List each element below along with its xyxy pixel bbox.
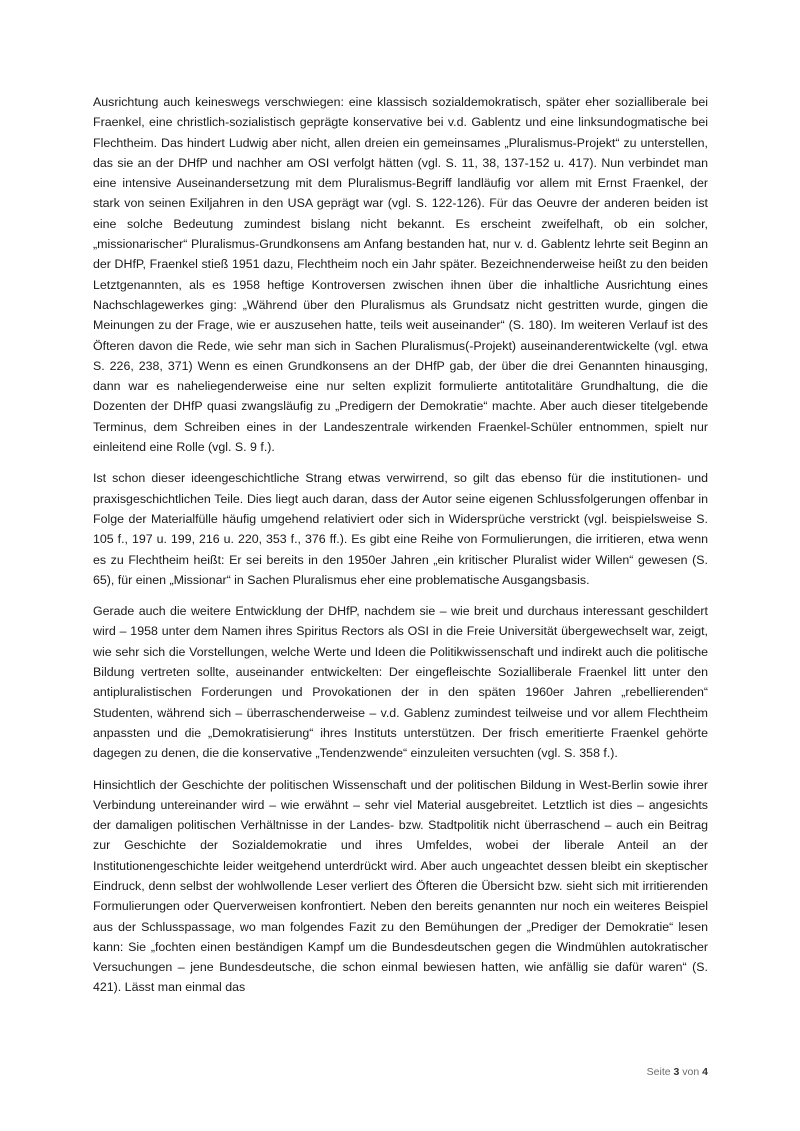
page-separator: von (682, 1066, 700, 1078)
page-label: Seite (646, 1066, 671, 1078)
paragraph-2: Ist schon dieser ideengeschichtliche Strang etwas verwirrend, so gilt das ebenso für die institutionen- und praxisgeschichtlichen Teile. Dies liegt auch daran, dass der Autor seine eigenen Schlussfolgerungen offenbar in Folge der Materialfülle häufig umgehend relativiert oder sich in Widersprüche verstrickt (vgl. beispielsweise S. 105 f., 197 u. 199, 216 u. 220, 353 f., 376 ff.). Es gibt eine Reihe von Formulierungen, die irritieren, etwa wenn es zu Flechtheim heißt: Er sei bereits in den 1950er Jahren „ein kritischer Pluralist wider Willen“ gewesen (S. 65), für einen „Missionar“ in Sachen Pluralismus eher eine problematische Ausgangsbasis. (93, 471, 708, 587)
page-footer (647, 1066, 708, 1078)
total-pages-number: 4 (702, 1066, 708, 1078)
paragraph-4: Hinsichtlich der Geschichte der politischen Wissenschaft und der politischen Bildung in West-Berlin sowie ihrer Verbindung untereinander wird – wie erwähnt – sehr viel Material ausgebreitet. Letztlich ist dies – angesichts der damaligen politischen Verhältnisse in der Landes- bzw. Stadtpolitik nicht überraschend – auch ein Beitrag zur Geschichte der Sozialdemokratie und ihres Umfeldes, wobei der liberale Anteil an der Institutionengeschichte leider weitgehend unterdrückt wird. Aber auch ungeachtet dessen bleibt ein skeptischer Eindruck, denn selbst der wohlwollende Leser verliert des Öfteren die Übersicht bzw. sieht sich mit irritierenden Formulierungen oder Querverweisen konfrontiert. Neben den bereits genannten nur noch ein weiteres Beispiel aus der Schlusspassage, wo man folgendes Fazit zu den Bemühungen der „Prediger der Demokratie“ lesen kann: Sie „fochten einen beständigen Kampf um die Bundesdeutschen gegen die Windmühlen autokratischer Versuchungen – jene Bundesdeutsche, die schon einmal bewiesen hatten, wie anfällig sie dafür waren“ (S. 421). Lässt man einmal das (93, 777, 708, 995)
paragraph-1: Ausrichtung auch keineswegs verschwiegen: eine klassisch sozialdemokratisch, später eher sozialliberale bei Fraenkel, eine christlich-sozialistisch geprägte konservative bei v.d. Gablentz und eine linksundogmatische bei Flechtheim. Das hindert Ludwig aber nicht, allen dreien ein gemeinsames „Pluralismus-Projekt“ zu unterstellen, das sie an der DHfP und nachher am OSI verfolgt hätten (vgl. S. 11, 38, 137-152 u. 417). Nun verbindet man eine intensive Auseinandersetzung mit dem Pluralismus-Begriff landläufig vor allem mit Ernst Fraenkel, der stark von seinen Exiljahren in den USA geprägt war (vgl. S. 122-126). Für das Oeuvre der anderen beiden ist eine solche Bedeutung zumindest bislang nicht bekannt. Es erscheint zweifelhaft, ob ein solcher, „missionarischer“ Pluralismus-Grundkonsens am Anfang bestanden hat, nur v. d. Gablentz lehrte seit Beginn an der DHfP, Fraenkel stieß 1951 dazu, Flechtheim noch ein Jahr später. Bezeichnenderweise heißt zu den beiden Letztgenannten, als es 1958 heftige Kontroversen zwischen ihnen über die inhaltliche Ausrichtung eines Nachschlagewerkes ging: „Während über den Pluralismus als Grundsatz nicht gestritten wurde, gingen die Meinungen zu der Frage, wie er auszusehen hatte, teils weit auseinander“ (S. 180). Im weiteren Verlauf ist des Öfteren davon die Rede, wie sehr man sich in Sachen Pluralismus(-Projekt) auseinanderentwickelte (vgl. etwa S. 226, 238, 371) Wenn es einen Grundkonsens an der DHfP gab, der über die drei Genannten hinausging, dann war es naheliegenderweise eine nur selten explizit formulierte antitotalitäre Grundhaltung, die die Dozenten der DHfP quasi zwangsläufig zu „Predigern der Demokratie“ machte. Aber auch dieser titelgebende Terminus, dem Schreiben eines in der Landeszentrale wirkenden Fraenkel-Schüler entnommen, spielt nur einleitend eine Rolle (vgl. S. 9 f.). (93, 95, 708, 455)
current-page-number: 3 (673, 1066, 680, 1078)
paragraph-3: Gerade auch die weitere Entwicklung der DHfP, nachdem sie – wie breit und durchaus interessant geschildert wird – 1958 unter dem Namen ihres Spiritus Rectors als OSI in die Freie Universität übergewechselt war, zeigt, wie sehr sich die Vorstellungen, welche Werte und Ideen die Politikwissenschaft und indirekt auch die politische Bildung vertreten sollte, auseinander entwickelten: Der eingefleischte Sozialliberale Fraenkel litt unter den antipluralistischen Forderungen und Provokationen der in den späten 1960er Jahren „rebellierenden“ Studenten, während sich – überraschenderweise – v.d. Gablenz zumindest teilweise und vor allem Flechtheim anpassten und die „Demokratisierung“ ihres Instituts unterstützen. Der frisch emeritierte Fraenkel gehörte dagegen zu denen, die die konservative „Tendenzwende“ einzuleiten versuchten (vgl. S. 358 f.). (93, 604, 708, 761)
body-text (93, 92, 708, 1009)
